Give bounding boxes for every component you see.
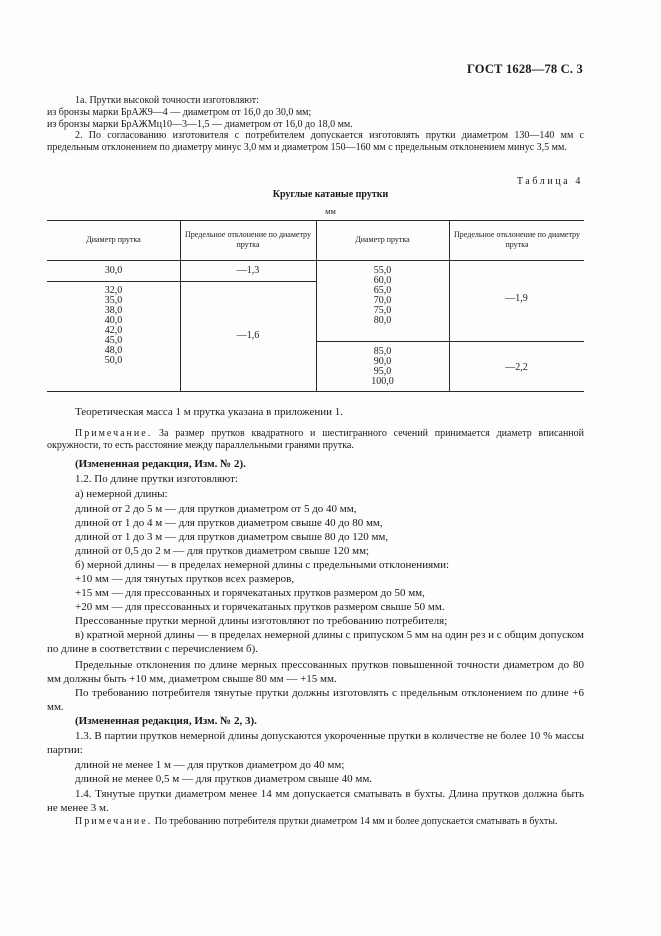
table-title: Круглые катаные прутки [272, 189, 389, 200]
table-cell-deviation: —2,2 [505, 362, 528, 373]
table-col-divider-1 [180, 220, 181, 391]
table-cell-diameter: 50,0 [104, 355, 123, 366]
table-cell-diameter: 85,0 [373, 346, 392, 357]
table-cell-diameter: 70,0 [373, 295, 392, 306]
list-item-a-2: длиной от 1 до 4 м — для прутков диаметром свыше 40 до 80 мм, [75, 517, 383, 529]
clause-1-4: 1.4. Тянутые прутки диаметром менее 14 мм допускается сматывать в бухты. Длина прутков должна быть не менее 3 м. [47, 788, 584, 814]
clause-1-3: 1.3. В партии прутков немерной длины допускаются укороченные прутки в количестве не более 10 % массы партии: [47, 730, 584, 756]
table-right-row-divider [316, 341, 584, 342]
table-cell-diameter: 38,0 [104, 305, 123, 316]
table-label: Таблица 4 [516, 176, 583, 187]
table-cell-diameter: 80,0 [373, 315, 392, 326]
table-header-diameter-right: Диаметр прутка [355, 235, 410, 244]
clause-1-2: 1.2. По длине прутки изготовляют: [75, 473, 238, 485]
clause-1-3-b: длиной не менее 0,5 м — для прутков диаметром свыше 40 мм. [75, 773, 373, 785]
table-cell-diameter: 45,0 [104, 335, 123, 346]
table-bottom-border [47, 391, 584, 392]
page-header: ГОСТ 1628—78 С. 3 [466, 62, 583, 76]
table-cell-diameter: 95,0 [373, 366, 392, 377]
revision-note-1: (Измененная редакция, Изм. № 2). [75, 458, 246, 470]
table-header-deviation-left: Предельное отклонение по диаметру прутка [185, 230, 311, 249]
paragraph-2: 2. По согласованию изготовителя с потребителем допускается изготовлять прутки диаметром 130—140 мм с предельным отклонением по диаметру минус 3,0 мм и диаметром 150—160 мм с предельным отклонением минус 3,5 мм. [47, 130, 584, 153]
list-item-b-1: +10 мм — для тянутых прутков всех размеров, [75, 573, 295, 585]
table-left-row-divider [47, 281, 316, 282]
table-cell-diameter: 65,0 [373, 285, 392, 296]
table-cell-deviation: —1,3 [236, 265, 260, 276]
table-cell-deviation: —1,9 [505, 293, 528, 304]
list-item-a: а) немерной длины: [75, 488, 168, 500]
table-cell-diameter: 60,0 [373, 275, 392, 286]
table-cell-diameter: 42,0 [104, 325, 123, 336]
table-cell-diameter: 90,0 [373, 356, 392, 367]
list-item-a-4: длиной от 0,5 до 2 м — для прутков диаметром свыше 120 мм; [75, 545, 370, 557]
note-1 [47, 428, 584, 452]
revision-note-2: (Измененная редакция, Изм. № 2, 3). [75, 715, 257, 727]
list-item-a-3: длиной от 1 до 3 м — для прутков диаметром свыше 80 до 120 мм, [75, 531, 389, 543]
table-cell-diameter: 100,0 [371, 376, 394, 387]
paragraph-1a-line2: из бронзы марки БрАЖМц10—3—1,5 — диаметром от 16,0 до 18,0 мм. [47, 119, 353, 130]
list-item-c: в) кратной мерной длины — в пределах немерной длины с припуском 5 мм на один рез и с общим допуском по длине в соответствии с перечислением б). [47, 629, 584, 655]
note-2 [47, 816, 584, 828]
list-item-a-1: длиной от 2 до 5 м — для прутков диаметром от 5 до 40 мм, [75, 503, 357, 515]
list-item-b-2: +15 мм — для прессованных и горячекатаных прутков размером до 50 мм, [75, 587, 425, 599]
table-cell-diameter: 40,0 [104, 315, 123, 326]
table-cell-diameter: 32,0 [104, 285, 123, 296]
list-item-b: б) мерной длины — в пределах немерной длины с предельными отклонениями: [75, 559, 450, 571]
table-header-deviation-right: Предельное отклонение по диаметру прутка [454, 230, 580, 249]
note-1-label: Примечание. [75, 428, 153, 439]
mass-note: Теоретическая масса 1 м прутка указана в приложении 1. [75, 406, 344, 418]
list-item-b-3: +20 мм — для прессованных и горячекатаных прутков размером свыше 50 мм. [75, 601, 445, 613]
table-units: мм [325, 206, 336, 216]
paragraph-1a: 1а. Прутки высокой точности изготовляют: [75, 95, 259, 106]
table-header-diameter-left: Диаметр прутка [86, 235, 141, 244]
table-cell-deviation: —1,6 [236, 330, 260, 341]
note-1-text: За размер прутков квадратного и шестигранного сечений принимается диаметр вписанной окружности, то есть расстояние между параллельными гранями прутка. [47, 428, 585, 451]
length-deviation-paragraph: Предельные отклонения по длине мерных прессованных прутков повышенной точности диаметром до 80 мм должны быть +10 мм, диаметром свыше 80 мм — +15 мм. [47, 659, 584, 685]
table-cell-diameter: 30,0 [104, 265, 123, 276]
table-cell-diameter: 35,0 [104, 295, 123, 306]
drawn-bars-paragraph: По требованию потребителя тянутые прутки должны изготовлять с предельным отклонением по длине +6 мм. [47, 687, 584, 713]
list-item-b-4: Прессованные прутки мерной длины изготовляют по требованию потребителя; [75, 615, 448, 627]
note-2-text: По требованию потребителя прутки диаметром 14 мм и более допускается сматывать в бухты. [154, 816, 558, 827]
table-cell-diameter: 55,0 [373, 265, 392, 276]
note-2-label: Примечание. [75, 816, 153, 827]
table-cell-diameter: 48,0 [104, 345, 123, 356]
paragraph-1a-line1: из бронзы марки БрАЖ9—4 — диаметром от 16,0 до 30,0 мм; [47, 107, 312, 118]
clause-1-3-a: длиной не менее 1 м — для прутков диаметром до 40 мм; [75, 759, 345, 771]
table-cell-diameter: 75,0 [373, 305, 392, 316]
